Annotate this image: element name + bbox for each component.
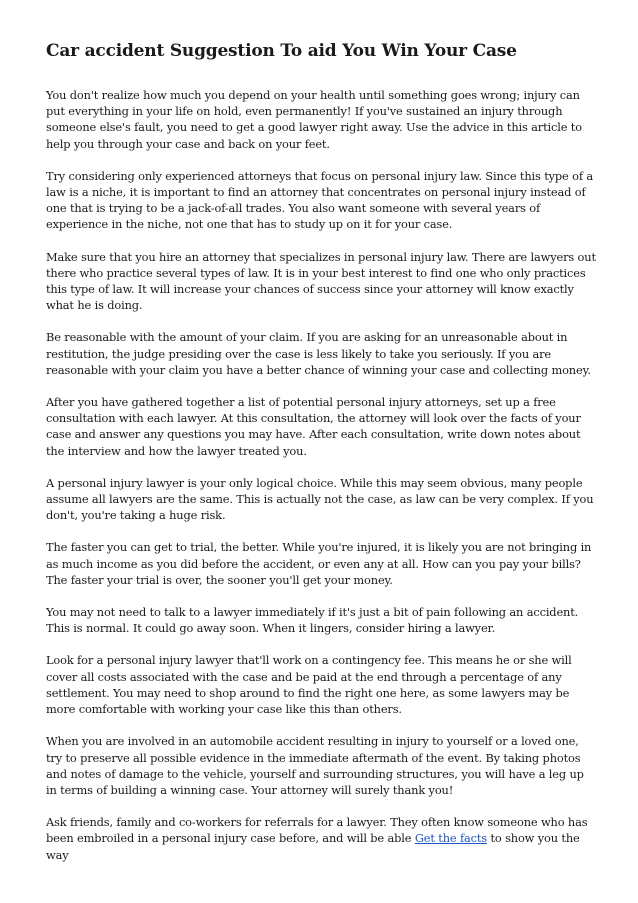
paragraph-preserve-evidence: When you are involved in an automobile accident resulting in injury to yourself or a loved one, try to preserve all possible evidence in the immediate aftermath of the event. By taking photos and notes of damage to the vehicle, yourself and surrounding structures, you will have a leg up in terms of building a winning case. Your attorney will surely thank you! bbox=[46, 734, 584, 797]
paragraph-specialized-attorney: Make sure that you hire an attorney that specializes in personal injury law. There are lawyers out there who practice several types of law. It is in your best interest to find one who only practices this type of law. It will increase your chances of success since your attorney will know exactly what he is doing. bbox=[46, 249, 596, 313]
get-the-facts-link[interactable]: Get the facts bbox=[414, 831, 488, 846]
paragraph-reasonable-claim: Be reasonable with the amount of your claim. If you are asking for an unreasonable about in restitution, the judge presiding over the case is less likely to take you seriously. If you are reasonable with your claim you have a better chance of winning your case and collecting money. bbox=[46, 330, 591, 377]
paragraph-contingency-fee: Look for a personal injury lawyer that'll work on a contingency fee. This means he or she will cover all costs associated with the case and be paid at the end through a percentage of any settlement. You may need to shop around to find the right one here, as some lawyers may be more comfortable with working your case like this than others. bbox=[46, 653, 572, 717]
paragraph-experienced-attorneys: Try considering only experienced attorneys that focus on personal injury law. Since this type of a law is a niche, it is important to find an attorney that concentrates on personal injury instead of one that is trying to be a jack-of-all trades. You also want someone with several years of experience in the niche, not one that has to study up on it for your case. bbox=[46, 168, 594, 232]
paragraph-logical-choice: A personal injury lawyer is your only logical choice. While this may seem obvious, many people assume all lawyers are the same. This is actually not the case, as law can be very complex. If you don't, you're taking a huge risk. bbox=[46, 475, 594, 523]
paragraph-referrals-text-after: to show you the way bbox=[46, 831, 580, 862]
paragraph-referrals-text-before: Ask friends, family and co-workers for referrals for a lawyer. They often know someone who has been embroiled in a personal injury case before, and will be able bbox=[46, 815, 588, 846]
paragraph-free-consultation: After you have gathered together a list of potential personal injury attorneys, set up a free consultation with each lawyer. At this consultation, the attorney will look over the facts of your case and answer any questions you may have. After each consultation, write down notes about the interview and how the lawyer treated you. bbox=[46, 395, 581, 458]
paragraph-faster-trial: The faster you can get to trial, the better. While you're injured, it is likely you are not bringing in as much income as you did before the accident, or even any at all. How can you pay your bills? The faster your trial is over, the sooner you'll get your money. bbox=[46, 540, 592, 587]
paragraph-minor-pain: You may not need to talk to a lawyer immediately if it's just a bit of pain following an accident. This is normal. It could go away soon. When it lingers, consider hiring a lawyer. bbox=[46, 605, 579, 636]
document-page bbox=[46, 40, 596, 879]
page-title: Car accident Suggestion To aid You Win Your Case bbox=[46, 41, 517, 61]
paragraph-referrals bbox=[46, 814, 596, 863]
paragraph-intro: You don't realize how much you depend on your health until something goes wrong; injury can put everything in your life on hold, even permanently! If you've sustained an injury through someone else's fault, you need to get a good lawyer right away. Use the advice in this article to help you through your case and back on your feet. bbox=[46, 88, 582, 151]
